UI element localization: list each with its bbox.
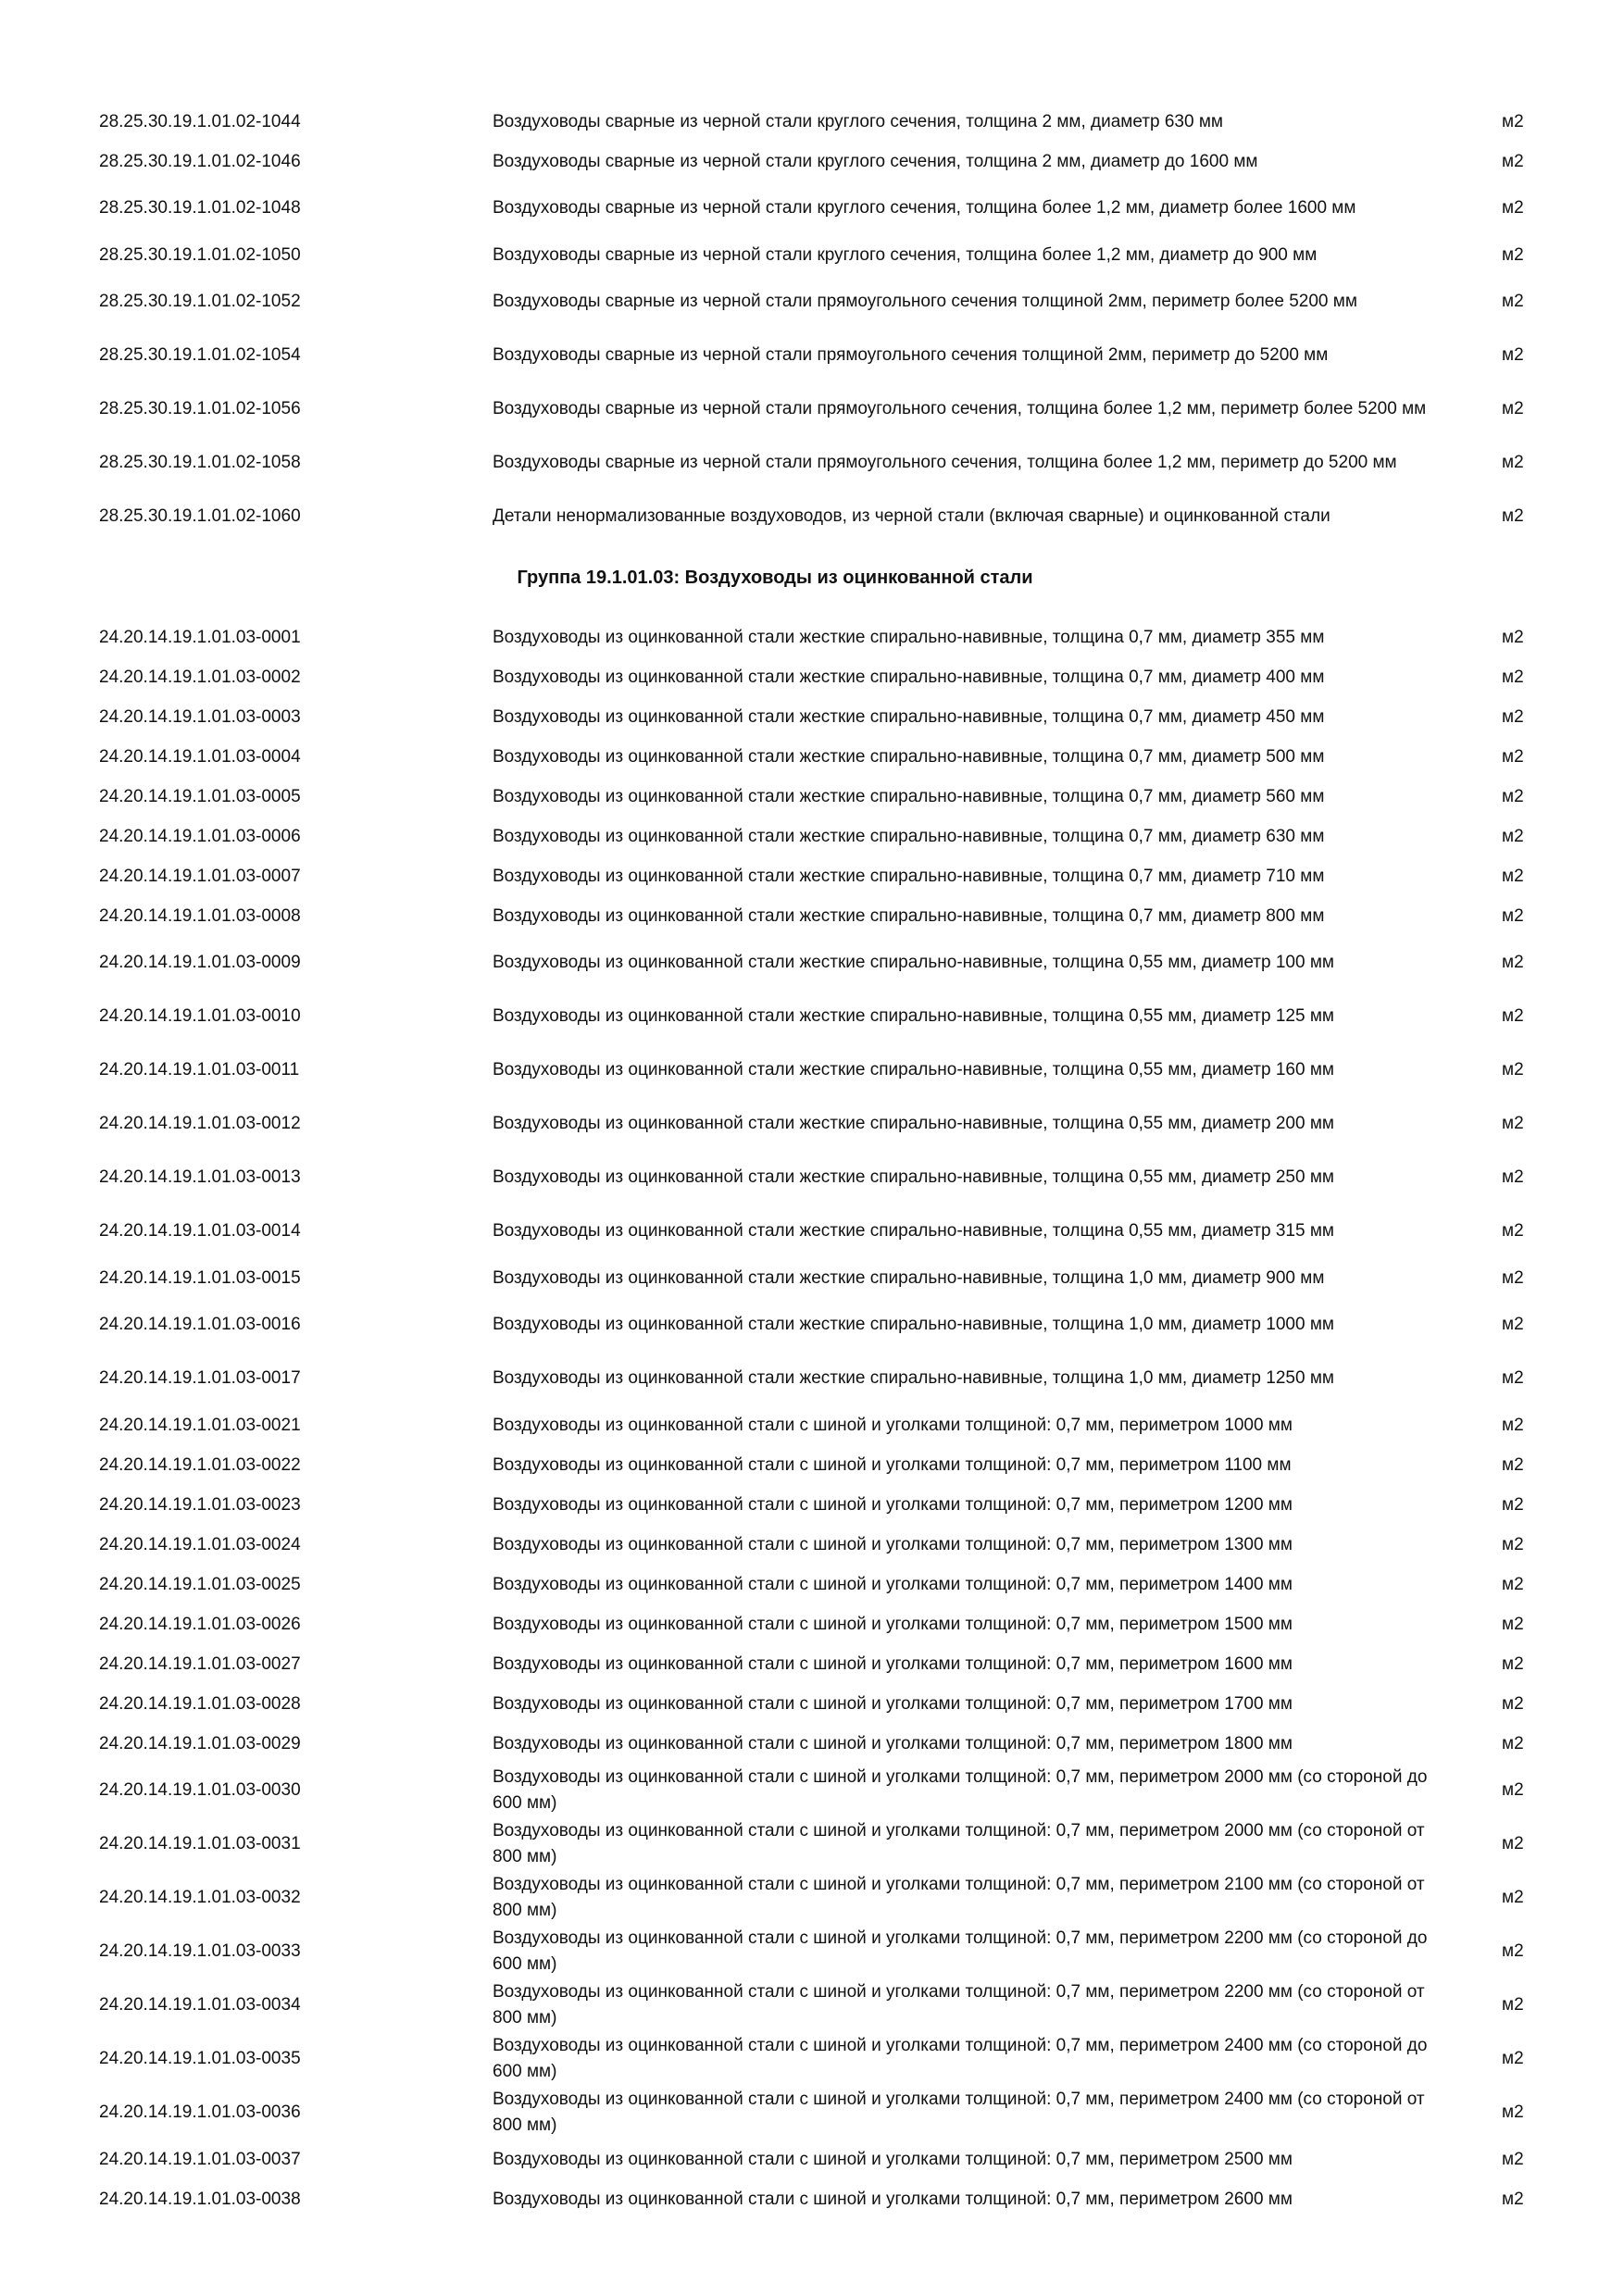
item-unit: м2	[1502, 2103, 1524, 2122]
item-code: 28.25.30.19.1.01.02-1052	[99, 292, 301, 311]
item-code: 24.20.14.19.1.01.03-0012	[99, 1114, 301, 1133]
item-unit: м2	[1502, 1368, 1524, 1388]
item-code: 24.20.14.19.1.01.03-0007	[99, 866, 301, 886]
table-row	[0, 2032, 1624, 2086]
table-row	[0, 102, 1624, 142]
item-description: Воздуховоды из оцинкованной стали жесткие спирально-навивные, толщина 0,7 мм, диаметр 500 мм	[493, 746, 1325, 767]
item-unit: м2	[1502, 1221, 1524, 1241]
item-unit: м2	[1502, 1653, 1524, 1674]
item-code: 28.25.30.19.1.01.02-1046	[99, 151, 301, 171]
item-unit: м2	[1502, 1888, 1524, 1907]
table-row	[0, 2086, 1624, 2140]
item-unit: м2	[1502, 1167, 1524, 1187]
table-row	[0, 235, 1624, 275]
item-description: Воздуховоды из оцинкованной стали с шиной и уголками толщиной: 0,7 мм, периметром 2400 мм (со стороной до 600 мм)	[493, 2036, 1428, 2081]
table-row	[0, 1871, 1624, 1925]
item-code: 24.20.14.19.1.01.03-0024	[99, 1534, 301, 1554]
item-code: 24.20.14.19.1.01.03-0008	[99, 905, 301, 926]
item-code: 24.20.14.19.1.01.03-0022	[99, 1454, 301, 1475]
table-row	[0, 697, 1624, 737]
item-description: Воздуховоды из оцинкованной стали жесткие спирально-навивные, толщина 0,7 мм, диаметр 630 мм	[493, 826, 1325, 846]
item-unit: м2	[1502, 244, 1524, 265]
item-description: Воздуховоды из оцинкованной стали с шиной и уголками толщиной: 0,7 мм, периметром 2000 мм (со стороной от 800 мм)	[493, 1821, 1425, 1866]
item-unit: м2	[1502, 706, 1524, 727]
item-unit: м2	[1502, 1315, 1524, 1334]
item-code: 24.20.14.19.1.01.03-0027	[99, 1653, 301, 1674]
item-description: Воздуховоды из оцинкованной стали с шиной и уголками толщиной: 0,7 мм, периметром 1700 мм	[493, 1693, 1293, 1714]
item-unit: м2	[1502, 953, 1524, 972]
item-unit: м2	[1502, 1006, 1524, 1026]
item-unit: м2	[1502, 1454, 1524, 1475]
item-description: Воздуховоды из оцинкованной стали с шиной и уголками толщиной: 0,7 мм, периметром 2200 мм (со стороной до 600 мм)	[493, 1928, 1428, 1974]
item-description: Воздуховоды сварные из черной стали круглого сечения, толщина 2 мм, диаметр 630 мм	[493, 111, 1223, 131]
item-unit: м2	[1502, 1733, 1524, 1753]
table-row	[0, 490, 1624, 543]
item-description: Воздуховоды из оцинкованной стали с шиной и уголками толщиной: 0,7 мм, периметром 1300 мм	[493, 1534, 1293, 1554]
table-row	[0, 1764, 1624, 1817]
item-description: Воздуховоды из оцинкованной стали жесткие спирально-навивные, толщина 1,0 мм, диаметр 1000 мм	[493, 1315, 1334, 1334]
item-unit: м2	[1502, 1267, 1524, 1288]
item-unit: м2	[1502, 2049, 1524, 2068]
item-code: 24.20.14.19.1.01.03-0001	[99, 627, 301, 647]
item-code: 24.20.14.19.1.01.03-0026	[99, 1614, 301, 1634]
item-unit: м2	[1502, 1534, 1524, 1554]
item-code: 24.20.14.19.1.01.03-0017	[99, 1368, 301, 1388]
item-code: 24.20.14.19.1.01.03-0011	[99, 1060, 300, 1079]
item-unit: м2	[1502, 1693, 1524, 1714]
table-row	[0, 1258, 1624, 1298]
table-row	[0, 1151, 1624, 1204]
item-description: Воздуховоды из оцинкованной стали жесткие спирально-навивные, толщина 1,0 мм, диаметр 900 мм	[493, 1267, 1325, 1288]
item-description: Воздуховоды из оцинкованной стали с шиной и уголками толщиной: 0,7 мм, периметром 1500 мм	[493, 1614, 1293, 1634]
item-unit: м2	[1502, 1574, 1524, 1594]
item-code: 24.20.14.19.1.01.03-0003	[99, 706, 301, 727]
item-unit: м2	[1502, 2149, 1524, 2169]
item-code: 24.20.14.19.1.01.03-0035	[99, 2049, 301, 2068]
table-row	[0, 817, 1624, 856]
item-description: Воздуховоды из оцинкованной стали жесткие спирально-навивные, толщина 0,7 мм, диаметр 400 мм	[493, 667, 1325, 687]
table-row	[0, 936, 1624, 990]
item-code: 28.25.30.19.1.01.02-1048	[99, 198, 301, 218]
item-description: Воздуховоды из оцинкованной стали с шиной и уголками толщиной: 0,7 мм, периметром 2500 мм	[493, 2149, 1293, 2169]
item-unit: м2	[1502, 1060, 1524, 1079]
item-unit: м2	[1502, 2189, 1524, 2209]
item-code: 24.20.14.19.1.01.03-0037	[99, 2149, 301, 2169]
item-description: Воздуховоды из оцинкованной стали жесткие спирально-навивные, толщина 0,55 мм, диаметр 250 мм	[493, 1167, 1334, 1187]
table-row	[0, 618, 1624, 657]
item-description: Воздуховоды из оцинкованной стали с шиной и уголками толщиной: 0,7 мм, периметром 1400 мм	[493, 1574, 1293, 1594]
item-description: Воздуховоды из оцинкованной стали с шиной и уголками толщиной: 0,7 мм, периметром 2600 мм	[493, 2189, 1293, 2209]
item-description: Воздуховоды из оцинкованной стали с шиной и уголками толщиной: 0,7 мм, периметром 2100 мм (со стороной от 800 мм)	[493, 1875, 1425, 1920]
table-row	[0, 1525, 1624, 1565]
item-code: 24.20.14.19.1.01.03-0016	[99, 1315, 301, 1334]
table-row	[0, 1485, 1624, 1525]
table-section-galvanized-steel	[0, 618, 1624, 2219]
item-description: Воздуховоды сварные из черной стали круглого сечения, толщина более 1,2 мм, диаметр более 1600 мм	[493, 198, 1356, 218]
item-unit: м2	[1502, 506, 1524, 526]
item-code: 24.20.14.19.1.01.03-0015	[99, 1267, 301, 1288]
item-code: 24.20.14.19.1.01.03-0036	[99, 2103, 301, 2122]
item-unit: м2	[1502, 667, 1524, 687]
table-row	[0, 181, 1624, 235]
item-code: 24.20.14.19.1.01.03-0006	[99, 826, 301, 846]
item-description: Воздуховоды из оцинкованной стали с шиной и уголками толщиной: 0,7 мм, периметром 2200 мм (со стороной от 800 мм)	[493, 1982, 1425, 2028]
item-description: Воздуховоды из оцинкованной стали жесткие спирально-навивные, толщина 0,7 мм, диаметр 355 мм	[493, 627, 1325, 647]
item-unit: м2	[1502, 905, 1524, 926]
item-code: 24.20.14.19.1.01.03-0014	[99, 1221, 301, 1241]
item-code: 28.25.30.19.1.01.02-1060	[99, 506, 301, 526]
item-description: Воздуховоды из оцинкованной стали жесткие спирально-навивные, толщина 0,7 мм, диаметр 710 мм	[493, 866, 1325, 886]
item-description: Воздуховоды из оцинкованной стали жесткие спирально-навивные, толщина 0,7 мм, диаметр 800 мм	[493, 905, 1325, 926]
item-code: 24.20.14.19.1.01.03-0028	[99, 1693, 301, 1714]
table-row	[0, 990, 1624, 1043]
table-row	[0, 436, 1624, 490]
item-unit: м2	[1502, 1941, 1524, 1961]
table-row	[0, 1298, 1624, 1352]
item-unit: м2	[1502, 345, 1524, 365]
document-page	[0, 102, 1624, 2219]
item-description: Воздуховоды сварные из черной стали круглого сечения, толщина более 1,2 мм, диаметр до 900 мм	[493, 244, 1318, 265]
item-code: 24.20.14.19.1.01.03-0031	[99, 1834, 301, 1853]
item-unit: м2	[1502, 111, 1524, 131]
table-row	[0, 1565, 1624, 1604]
item-code: 24.20.14.19.1.01.03-0010	[99, 1006, 301, 1026]
item-unit: м2	[1502, 292, 1524, 311]
item-description: Воздуховоды из оцинкованной стали с шиной и уголками толщиной: 0,7 мм, периметром 2400 мм (со стороной от 800 мм)	[493, 2090, 1425, 2135]
item-code: 24.20.14.19.1.01.03-0029	[99, 1733, 301, 1753]
table-row	[0, 329, 1624, 382]
table-row	[0, 1097, 1624, 1151]
item-code: 28.25.30.19.1.01.02-1050	[99, 244, 301, 265]
item-description: Воздуховоды из оцинкованной стали жесткие спирально-навивные, толщина 1,0 мм, диаметр 1250 мм	[493, 1368, 1334, 1388]
table-row	[0, 1684, 1624, 1724]
table-row	[0, 1405, 1624, 1445]
item-code: 28.25.30.19.1.01.02-1044	[99, 111, 301, 131]
table-row	[0, 142, 1624, 181]
table-row	[0, 737, 1624, 777]
item-description: Воздуховоды из оцинкованной стали с шиной и уголками толщиной: 0,7 мм, периметром 2000 мм (со стороной до 600 мм)	[493, 1767, 1428, 1813]
item-code: 28.25.30.19.1.01.02-1056	[99, 399, 301, 418]
item-unit: м2	[1502, 627, 1524, 647]
item-description: Воздуховоды из оцинкованной стали жесткие спирально-навивные, толщина 0,55 мм, диаметр 200 мм	[493, 1114, 1334, 1133]
item-description: Воздуховоды из оцинкованной стали жесткие спирально-навивные, толщина 0,55 мм, диаметр 315 мм	[493, 1221, 1334, 1241]
table-row	[0, 657, 1624, 697]
item-description: Воздуховоды из оцинкованной стали с шиной и уголками толщиной: 0,7 мм, периметром 1100 мм	[493, 1454, 1292, 1475]
item-unit: м2	[1502, 1780, 1524, 1800]
item-code: 24.20.14.19.1.01.03-0021	[99, 1415, 301, 1435]
item-description: Воздуховоды сварные из черной стали прямоугольного сечения, толщина более 1,2 мм, периметр до 5200 мм	[493, 453, 1397, 472]
item-description: Воздуховоды сварные из черной стали прямоугольного сечения, толщина более 1,2 мм, периметр более 5200 мм	[493, 399, 1427, 418]
item-unit: м2	[1502, 786, 1524, 806]
item-unit: м2	[1502, 399, 1524, 418]
table-row	[0, 1817, 1624, 1871]
item-description: Воздуховоды из оцинкованной стали жесткие спирально-навивные, толщина 0,55 мм, диаметр 125 мм	[493, 1006, 1334, 1026]
item-description: Воздуховоды из оцинкованной стали с шиной и уголками толщиной: 0,7 мм, периметром 1000 мм	[493, 1415, 1293, 1435]
table-row	[0, 1043, 1624, 1097]
table-row	[0, 1604, 1624, 1644]
item-description: Воздуховоды из оцинкованной стали с шиной и уголками толщиной: 0,7 мм, периметром 1800 мм	[493, 1733, 1293, 1753]
item-description: Воздуховоды из оцинкованной стали с шиной и уголками толщиной: 0,7 мм, периметром 1600 мм	[493, 1653, 1293, 1674]
item-unit: м2	[1502, 746, 1524, 767]
item-code: 24.20.14.19.1.01.03-0038	[99, 2189, 301, 2209]
item-code: 28.25.30.19.1.01.02-1054	[99, 345, 301, 365]
item-description: Воздуховоды из оцинкованной стали жесткие спирально-навивные, толщина 0,55 мм, диаметр 100 мм	[493, 953, 1334, 972]
item-description: Воздуховоды сварные из черной стали круглого сечения, толщина 2 мм, диаметр до 1600 мм	[493, 151, 1258, 171]
item-unit: м2	[1502, 453, 1524, 472]
item-code: 24.20.14.19.1.01.03-0023	[99, 1494, 301, 1515]
item-unit: м2	[1502, 866, 1524, 886]
item-code: 24.20.14.19.1.01.03-0013	[99, 1167, 301, 1187]
item-description: Воздуховоды из оцинкованной стали жесткие спирально-навивные, толщина 0,7 мм, диаметр 560 мм	[493, 786, 1325, 806]
table-row	[0, 1644, 1624, 1684]
item-unit: м2	[1502, 826, 1524, 846]
item-description: Воздуховоды сварные из черной стали прямоугольного сечения толщиной 2мм, периметр более 5200 мм	[493, 292, 1357, 311]
table-row	[0, 777, 1624, 817]
item-code: 24.20.14.19.1.01.03-0009	[99, 953, 301, 972]
item-description: Воздуховоды из оцинкованной стали с шиной и уголками толщиной: 0,7 мм, периметром 1200 мм	[493, 1494, 1293, 1515]
table-row	[0, 1204, 1624, 1258]
table-row	[0, 1724, 1624, 1764]
item-description: Детали ненормализованные воздуховодов, из черной стали (включая сварные) и оцинкованной стали	[493, 506, 1330, 526]
item-unit: м2	[1502, 1995, 1524, 2015]
table-section-black-steel	[0, 102, 1624, 543]
item-unit: м2	[1502, 1415, 1524, 1435]
group-title: Группа 19.1.01.03: Воздуховоды из оцинкованной стали	[517, 568, 1033, 588]
table-row	[0, 1925, 1624, 1978]
item-description: Воздуховоды из оцинкованной стали жесткие спирально-навивные, толщина 0,7 мм, диаметр 450 мм	[493, 706, 1325, 727]
item-code: 24.20.14.19.1.01.03-0033	[99, 1941, 301, 1961]
table-row	[0, 382, 1624, 436]
item-code: 24.20.14.19.1.01.03-0025	[99, 1574, 301, 1594]
item-description: Воздуховоды сварные из черной стали прямоугольного сечения толщиной 2мм, периметр до 5200 мм	[493, 345, 1329, 365]
item-unit: м2	[1502, 151, 1524, 171]
item-description: Воздуховоды из оцинкованной стали жесткие спирально-навивные, толщина 0,55 мм, диаметр 160 мм	[493, 1060, 1334, 1079]
item-code: 24.20.14.19.1.01.03-0032	[99, 1888, 301, 1907]
item-code: 28.25.30.19.1.01.02-1058	[99, 453, 301, 472]
item-unit: м2	[1502, 198, 1524, 218]
table-row	[0, 275, 1624, 329]
item-code: 24.20.14.19.1.01.03-0030	[99, 1780, 301, 1800]
table-row	[0, 2179, 1624, 2219]
item-code: 24.20.14.19.1.01.03-0002	[99, 667, 301, 687]
table-row	[0, 2140, 1624, 2179]
table-row	[0, 896, 1624, 936]
item-code: 24.20.14.19.1.01.03-0005	[99, 786, 301, 806]
item-unit: м2	[1502, 1494, 1524, 1515]
item-unit: м2	[1502, 1834, 1524, 1853]
table-row	[0, 1978, 1624, 2032]
table-row	[0, 856, 1624, 896]
item-unit: м2	[1502, 1614, 1524, 1634]
item-code: 24.20.14.19.1.01.03-0034	[99, 1995, 301, 2015]
item-unit: м2	[1502, 1114, 1524, 1133]
table-row	[0, 1445, 1624, 1485]
table-row	[0, 1352, 1624, 1405]
item-code: 24.20.14.19.1.01.03-0004	[99, 746, 301, 767]
